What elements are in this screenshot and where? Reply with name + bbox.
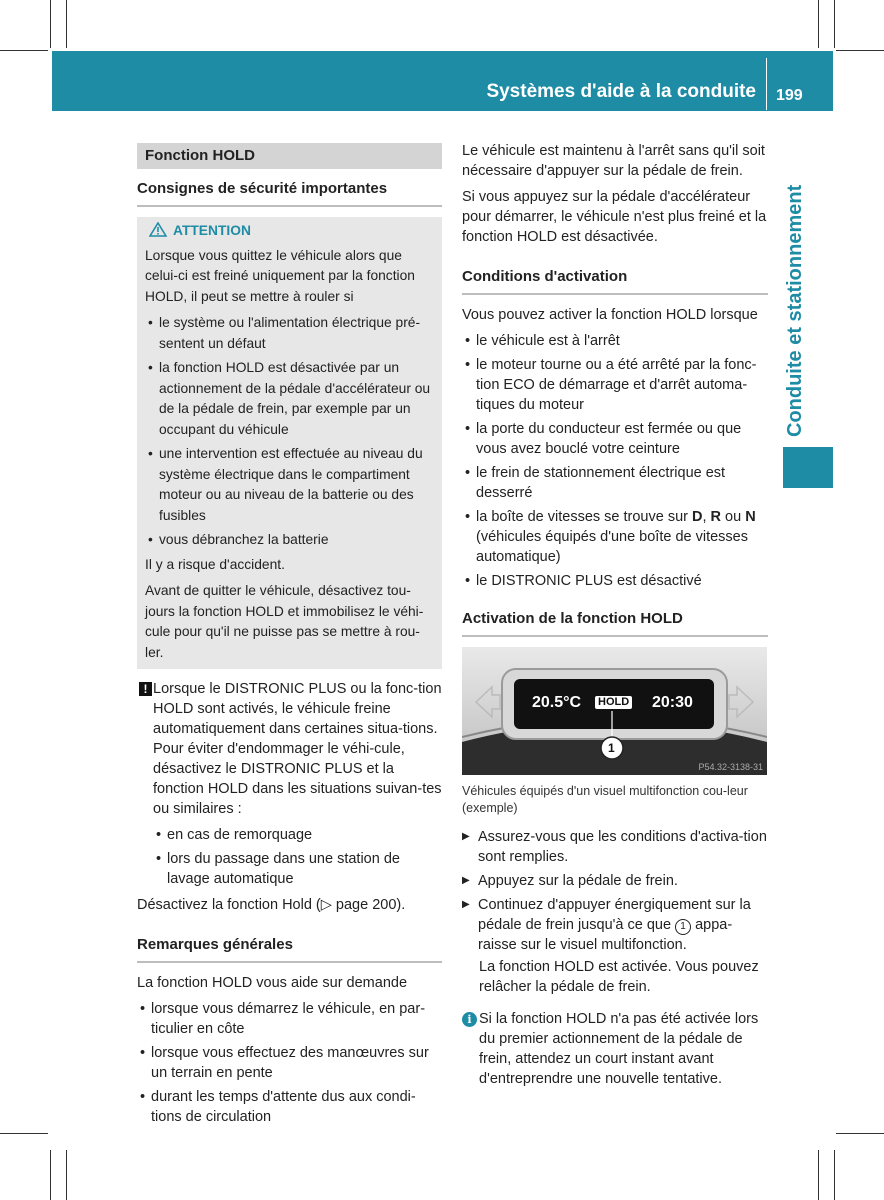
gear-r: R — [710, 509, 722, 525]
crop-mark — [50, 0, 51, 48]
page-number: 199 — [776, 87, 803, 104]
list-item: • une intervention est effectuée au niveau du système électrique dans le compartiment moteur ou au niveau de la batterie ou des fusibles — [145, 444, 434, 526]
note-block — [137, 679, 442, 889]
crop-mark — [66, 1150, 67, 1200]
crop-mark — [818, 1150, 819, 1200]
info-text: Si la fonction HOLD n'a pas été activée lors du premier actionnement de la pédale de frein, attendez un court instant avant d'entreprendre une nouvelle tentative. — [479, 1011, 759, 1087]
general-list — [137, 999, 442, 1127]
list-item: • en cas de remorquage — [153, 825, 442, 845]
callout-1-icon: 1 — [675, 919, 691, 935]
list-item: • le DISTRONIC PLUS est désactivé — [462, 571, 768, 591]
header-separator — [766, 58, 767, 110]
conditions-heading: Conditions d'activation — [462, 267, 768, 295]
section-title: Fonction HOLD — [137, 143, 442, 169]
list-item: • lorsque vous démarrez le véhicule, en par-ticulier en côte — [137, 999, 442, 1039]
list-item: • le véhicule est à l'arrêt — [462, 331, 768, 351]
step-item: ▶ Continuez d'appuyer énergiquement sur la pédale de frein jusqu'à ce que 1 appa-raisse sur le visuel multifonction. — [462, 895, 768, 955]
list-item: • lors du passage dans une station de lavage automatique — [153, 849, 442, 889]
display-hold-badge: HOLD — [595, 696, 632, 709]
list-item: • durant les temps d'attente dus aux condi-tions de circulation — [137, 1087, 442, 1127]
crop-mark — [836, 1133, 884, 1134]
warning-advice: Avant de quitter le véhicule, désactivez tou-jours la fonction HOLD et immobilisez le véhi-cule pour qu'il ne puisse pas se mettre à rou-ler. — [145, 583, 424, 660]
general-heading: Remarques générales — [137, 935, 442, 963]
page-header-title: Systèmes d'aide à la conduite — [486, 81, 756, 102]
display-temperature: 20.5°C — [532, 694, 582, 711]
paragraph: Si vous appuyez sur la pédale d'accélérateur pour démarrer, le véhicule n'est plus freiné et la fonction HOLD est désactivée. — [462, 189, 767, 245]
step-item: ▶ Assurez-vous que les conditions d'activa-tion sont remplies. — [462, 827, 768, 867]
crop-mark — [50, 1150, 51, 1200]
list-item: • la porte du conducteur est fermée ou que vous avez bouclé votre ceinture — [462, 419, 768, 459]
list-item: • lorsque vous effectuez des manœuvres sur un terrain en pente — [137, 1043, 442, 1083]
list-item: • la boîte de vitesses se trouve sur D, R ou N (véhicules équipés d'une boîte de vitesses automatique) — [462, 507, 768, 567]
left-column — [137, 143, 442, 1131]
paragraph: Le véhicule est maintenu à l'arrêt sans qu'il soit nécessaire d'appuyer sur la pédale de frein. — [462, 143, 765, 179]
conditions-intro: Vous pouvez activer la fonction HOLD lorsque — [462, 307, 758, 323]
crop-mark — [834, 0, 835, 48]
crop-mark — [834, 1150, 835, 1200]
list-item: • le système ou l'alimentation électrique pré-sentent un défaut — [145, 313, 434, 354]
safety-heading: Consignes de sécurité importantes — [137, 179, 442, 207]
crop-mark — [836, 50, 884, 51]
list-item: • le frein de stationnement électrique est desserré — [462, 463, 768, 503]
activation-heading: Activation de la fonction HOLD — [462, 609, 768, 637]
info-icon: i — [462, 1012, 477, 1027]
dashboard-image — [462, 647, 767, 775]
list-item: • vous débranchez la batterie — [145, 530, 434, 551]
warning-title: ATTENTION — [173, 223, 251, 238]
chapter-side-label: Conduite et stationnement — [784, 184, 806, 437]
list-item: • le moteur tourne ou a été arrêté par la fonc-tion ECO de démarrage et d'arrêt automa-tiques du moteur — [462, 355, 768, 415]
warning-risk: Il y a risque d'accident. — [145, 556, 285, 572]
crop-mark — [0, 50, 48, 51]
note-list — [153, 825, 442, 889]
info-note — [462, 1009, 768, 1089]
list-item: • la fonction HOLD est désactivée par un actionnement de la pédale d'accélérateur ou de la pédale de frein, par exemple par un occupant du véhicule — [145, 358, 434, 440]
general-intro: La fonction HOLD vous aide sur demande — [137, 975, 408, 991]
gear-d: D — [692, 509, 703, 525]
step-result: La fonction HOLD est activée. Vous pouvez relâcher la pédale de frein. — [479, 959, 759, 995]
display-time: 20:30 — [652, 694, 693, 711]
chapter-side-block — [783, 447, 833, 488]
warning-intro: Lorsque vous quittez le véhicule alors que celui-ci est freiné uniquement par la fonction HOLD, il peut se mettre à rouler si — [145, 247, 415, 304]
callout-number: 1 — [608, 741, 615, 755]
deactivate-reference[interactable]: Désactivez la fonction Hold (▷ page 200). — [137, 897, 406, 913]
conditions-list — [462, 331, 768, 591]
gear-n: N — [745, 509, 756, 525]
warning-list — [145, 313, 434, 551]
warning-box — [137, 217, 442, 669]
crop-mark — [0, 1133, 48, 1134]
note-text: Lorsque le DISTRONIC PLUS ou la fonc-tion HOLD sont activés, le véhicule freine automatiquement dans certaines situa-tions. Pour éviter d'endommager le véhi-cule, désactivez le DISTRONIC PLUS et la fonction HOLD dans les situations suivan-tes ou similaires : — [153, 681, 442, 817]
right-column — [462, 141, 768, 1089]
step-item: ▶ Appuyez sur la pédale de frein. — [462, 871, 768, 891]
crop-mark — [818, 0, 819, 48]
image-caption: Véhicules équipés d'un visuel multifonction cou-leur (exemple) — [462, 784, 748, 815]
crop-mark — [66, 0, 67, 48]
exclamation-icon: ! — [139, 682, 152, 696]
image-reference: P54.32-3138-31 — [698, 762, 763, 772]
warning-triangle-icon — [149, 222, 167, 237]
steps-list — [462, 827, 768, 955]
